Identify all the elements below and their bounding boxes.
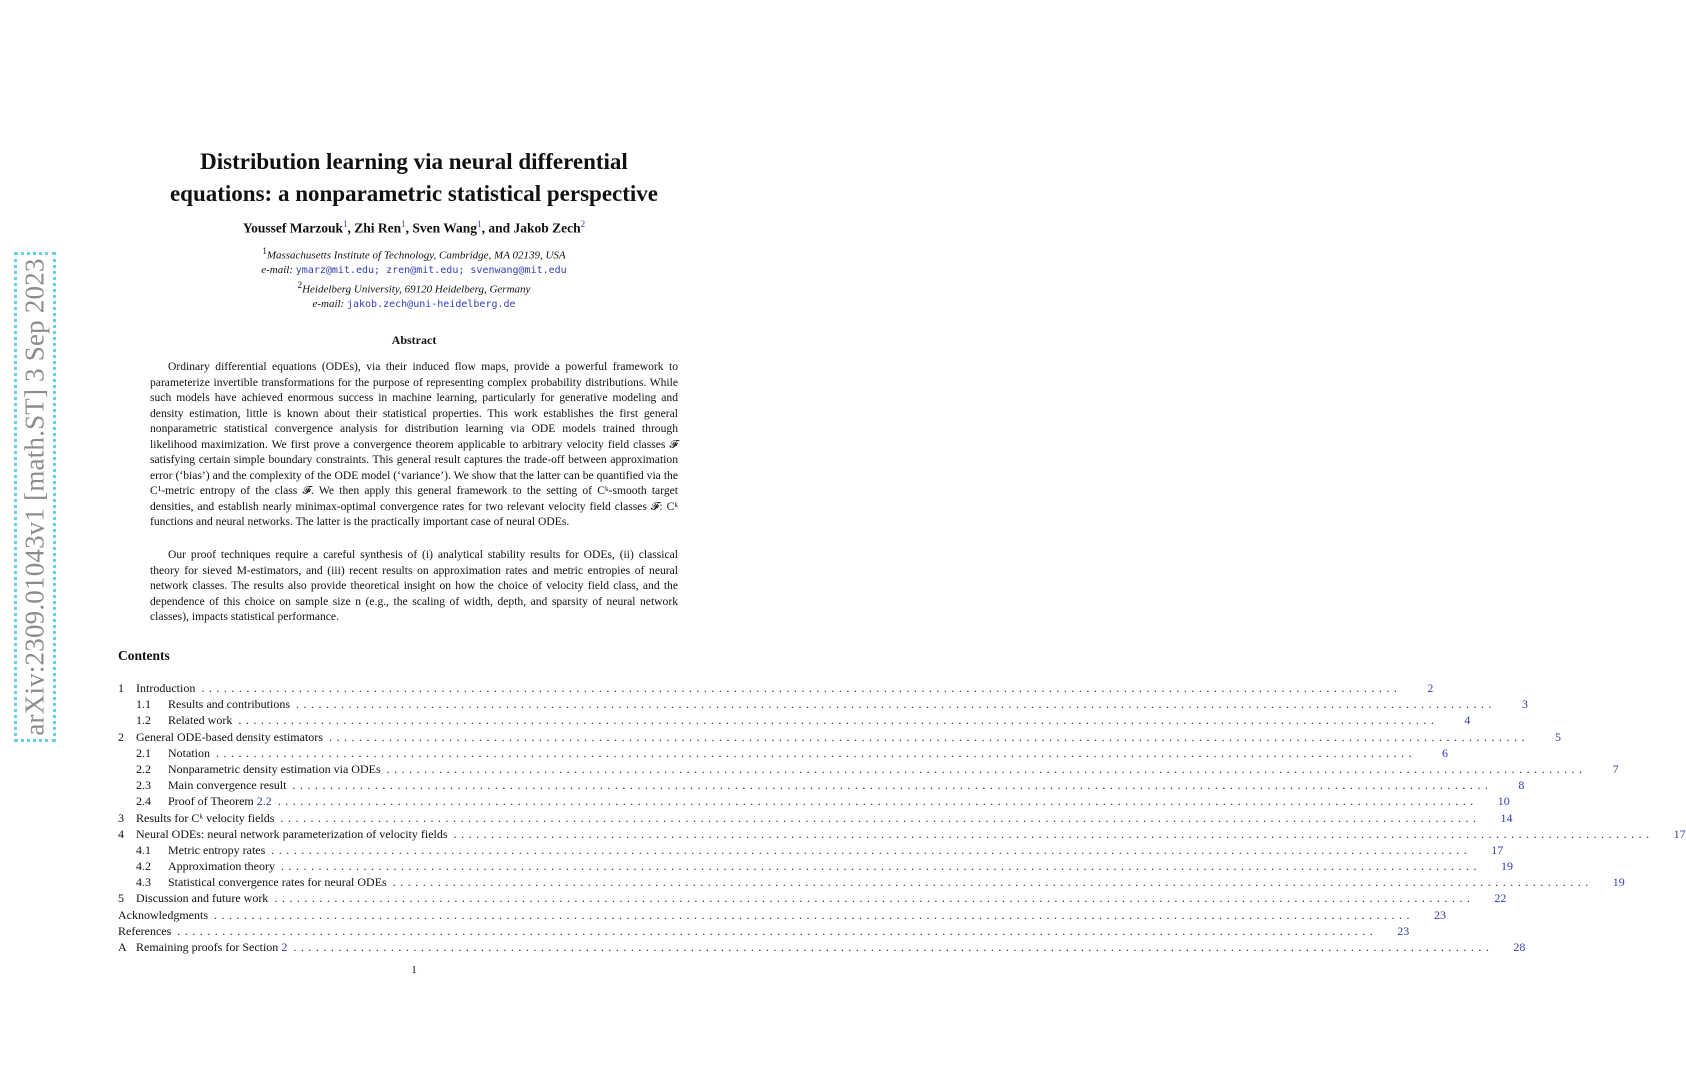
toc-entry[interactable]: [118, 826, 1686, 843]
toc-section-title[interactable]: [136, 811, 274, 826]
toc-page-link[interactable]: 19: [1612, 875, 1625, 890]
email-links[interactable]: ymarz@mit.edu; zren@mit.edu; svenwang@mit.edu: [295, 264, 567, 276]
toc-page-link[interactable]: 17: [1673, 826, 1686, 841]
author-affiliation-link[interactable]: 2: [580, 219, 586, 229]
toc-title-text: Metric entropy rates: [168, 842, 266, 857]
email-links[interactable]: jakob.zech@uni-heidelberg.de: [346, 298, 516, 310]
toc-page-link[interactable]: 8: [1518, 778, 1525, 793]
toc-title-text: Introduction: [136, 681, 196, 695]
toc-entry[interactable]: [118, 697, 1528, 713]
toc-section-number: 2.3: [136, 778, 151, 793]
toc-title-text: Related work: [168, 713, 233, 728]
affiliation-institution: Heidelberg University, 69120 Heidelberg, Germany: [302, 283, 531, 296]
toc-dot-leader: ................................................................................................................................................................: [216, 745, 1416, 760]
toc-section-number: 2.2: [136, 761, 151, 776]
toc-title-text: Results and contributions: [168, 697, 290, 712]
toc-title-text: Neural ODEs: neural network parameterization of velocity fields: [136, 826, 448, 841]
author-name: Youssef Marzouk: [242, 220, 344, 236]
toc-title-text: Remaining proofs for Section: [136, 940, 282, 954]
toc-section-number: 4: [118, 826, 124, 841]
paper-title: [100, 146, 728, 210]
toc-dot-leader: ................................................................................................................................................................: [293, 940, 1494, 954]
toc-dot-leader: ................................................................................................................................................................: [177, 923, 1378, 938]
toc-section-title[interactable]: [118, 908, 208, 923]
toc-entry[interactable]: [118, 794, 1510, 810]
toc-section-number: 4.2: [136, 859, 151, 874]
author-affiliation-link[interactable]: 1: [401, 219, 406, 229]
toc-title-text: Notation: [168, 745, 210, 760]
arxiv-identifier: arXiv:2309.01043v1 [math.ST] 3 Sep 2023: [19, 258, 50, 736]
toc-dot-leader: ................................................................................................................................................................: [238, 713, 1439, 728]
toc-title-text: References: [118, 923, 172, 938]
toc-section-title[interactable]: [168, 843, 265, 858]
abstract-paragraph-2: Our proof techniques require a careful synthesis of (i) analytical stability results for ODEs, (ii) classical theory for sieved M-estimators, and (iii) recent results on approximation rates and metric entropies of neural network classes. The results also provide theoretical insight on how the choice of velocity field class, and the dependence of this choice on sample size n (e.g., the scaling of width, depth, and sparsity of neural network classes), impacts statistical performance.: [150, 548, 678, 623]
toc-dot-leader: ................................................................................................................................................................: [392, 875, 1593, 890]
toc-entry[interactable]: [118, 875, 1625, 891]
toc-page-link[interactable]: 19: [1500, 859, 1513, 874]
toc-page-link[interactable]: 6: [1442, 745, 1448, 760]
toc-entry[interactable]: [118, 761, 1619, 778]
toc-entry[interactable]: [118, 713, 1471, 729]
affiliation-1: [100, 244, 728, 278]
toc-section-title[interactable]: [168, 778, 286, 793]
toc-page-link[interactable]: 7: [1612, 761, 1619, 776]
toc-page-link[interactable]: 14: [1500, 810, 1513, 825]
toc-section-title[interactable]: [136, 827, 448, 842]
affiliation-institution: Massachusetts Institute of Technology, Cambridge, MA 02139, USA: [266, 249, 566, 262]
toc-section-title[interactable]: [168, 762, 381, 777]
toc-title-text: Acknowledgments: [118, 907, 208, 922]
toc-section-title[interactable]: [168, 697, 290, 712]
toc-section-title[interactable]: [136, 940, 287, 955]
toc-entry[interactable]: [118, 745, 1448, 762]
toc-entry[interactable]: [118, 940, 1526, 956]
toc-entry[interactable]: [118, 907, 1446, 924]
author-separator: ,: [347, 220, 355, 236]
toc-entry[interactable]: [118, 891, 1507, 907]
toc-section-number: 1.1: [136, 697, 151, 712]
toc-cross-reference-link[interactable]: 2.2: [256, 794, 272, 809]
toc-page-link[interactable]: 28: [1513, 940, 1526, 954]
toc-section-title[interactable]: [168, 875, 387, 890]
title-line-2: equations: a nonparametric statistical perspective: [169, 181, 659, 206]
toc-dot-leader: ................................................................................................................................................................: [296, 697, 1496, 712]
toc-title-text: Statistical convergence rates for neural ODEs: [168, 875, 387, 890]
toc-section-title[interactable]: [118, 924, 171, 939]
toc-page-link[interactable]: 4: [1464, 713, 1471, 728]
toc-dot-leader: ................................................................................................................................................................: [386, 761, 1587, 776]
table-of-contents: [118, 681, 1686, 956]
arxiv-stamp: [14, 252, 56, 742]
toc-page-link[interactable]: 10: [1497, 794, 1510, 809]
toc-dot-leader: ................................................................................................................................................................: [271, 842, 1472, 857]
toc-dot-leader: ................................................................................................................................................................: [328, 729, 1529, 744]
toc-page-link[interactable]: 3: [1522, 697, 1528, 712]
toc-dot-leader: ................................................................................................................................................................: [280, 810, 1481, 825]
author-affiliation-link[interactable]: 1: [343, 219, 348, 229]
toc-entry[interactable]: [118, 778, 1525, 794]
toc-page-link[interactable]: 23: [1433, 907, 1446, 922]
toc-title-text: Nonparametric density estimation via ODEs: [168, 761, 381, 776]
toc-entry[interactable]: [118, 810, 1513, 827]
toc-dot-leader: ................................................................................................................................................................: [274, 891, 1475, 906]
toc-section-title[interactable]: [168, 859, 275, 874]
toc-entry[interactable]: [118, 681, 1434, 697]
toc-title-text: Results for Cᵏ velocity fields: [136, 810, 275, 825]
author-list: [100, 219, 728, 237]
toc-cross-reference-link[interactable]: 2: [281, 940, 288, 954]
toc-page-link[interactable]: 22: [1494, 891, 1507, 906]
toc-dot-leader: ................................................................................................................................................................: [213, 907, 1414, 922]
toc-section-number: 1.2: [136, 713, 151, 728]
toc-section-title[interactable]: [136, 681, 195, 696]
email-label: e-mail:: [312, 297, 345, 310]
email-label: e-mail:: [261, 263, 294, 276]
toc-title-text: Main convergence result: [168, 778, 287, 793]
toc-dot-leader: ................................................................................................................................................................: [453, 826, 1654, 841]
toc-section-number: 3: [118, 810, 124, 825]
author-name: Sven Wang: [412, 220, 478, 236]
affiliation-mark: 1: [262, 246, 267, 256]
toc-page-link[interactable]: 23: [1397, 923, 1410, 938]
title-line-1: Distribution learning via neural differential: [200, 149, 628, 174]
toc-section-title[interactable]: [136, 891, 268, 906]
toc-section-number: 2.1: [136, 745, 151, 760]
toc-section-number: 4.3: [136, 875, 151, 890]
author-affiliation-link[interactable]: 1: [477, 219, 482, 229]
toc-entry[interactable]: [118, 923, 1410, 940]
toc-title-text: Approximation theory: [168, 859, 275, 874]
affiliation-mark: 2: [297, 280, 303, 290]
author-name: Zhi Ren: [354, 220, 402, 236]
author-separator: ,: [405, 220, 413, 236]
affiliation-2: [100, 278, 728, 312]
toc-dot-leader: ................................................................................................................................................................: [201, 681, 1402, 695]
toc-section-number: 5: [118, 891, 124, 906]
toc-section-number: 2.4: [136, 794, 151, 809]
toc-section-number: 4.1: [136, 842, 151, 857]
toc-section-title[interactable]: [136, 730, 323, 745]
toc-title-text: Proof of Theorem: [168, 794, 257, 809]
toc-entry[interactable]: [118, 842, 1504, 859]
toc-dot-leader: ................................................................................................................................................................: [277, 794, 1478, 809]
toc-section-title[interactable]: [168, 746, 210, 761]
toc-title-text: General ODE-based density estimators: [136, 729, 323, 744]
abstract-paragraph-1: Ordinary differential equations (ODEs), via their induced flow maps, provide a powerful framework to parameterize invertible transformations for the purpose of representing complex probability distributions. While such models have achieved enormous success in machine learning, particularly for generative modeling and density estimation, little is known about their statistical properties. This work establishes the first general nonparametric statistical convergence analysis for distribution learning via ODE models trained through likelihood maximization. We first prove a convergence theorem applicable to arbitrary velocity field classes 𝓕 satisfying certain simple boundary constraints. This general result captures the trade-off between approximation error (‘bias’) and the complexity of the ODE model (‘variance’). We show that the latter can be quantified via the C¹-metric entropy of the class 𝓕. We then apply this general framework to the setting of Cᵏ-smooth target densities, and establish nearly minimax-optimal convergence rates for two relevant velocity field classes 𝓕: Cᵏ functions and neural networks. The latter is the practically important case of neural ODEs.: [150, 360, 678, 528]
abstract-heading: Abstract: [391, 333, 437, 347]
author-separator: , and: [481, 220, 514, 236]
toc-section-number: A: [118, 940, 127, 954]
author-name: Jakob Zech: [513, 220, 581, 236]
toc-dot-leader: ................................................................................................................................................................: [292, 778, 1493, 793]
toc-section-number: 2: [118, 729, 124, 744]
toc-section-number: 1: [118, 681, 124, 695]
toc-page-link[interactable]: 5: [1554, 729, 1561, 744]
toc-entry[interactable]: [118, 859, 1513, 875]
toc-section-title[interactable]: [168, 713, 232, 728]
toc-entry[interactable]: [118, 729, 1561, 746]
contents-heading: Contents: [118, 648, 170, 663]
page-number: 1: [411, 964, 417, 976]
toc-section-title[interactable]: [168, 794, 272, 809]
toc-page-link[interactable]: 17: [1491, 842, 1504, 857]
toc-dot-leader: ................................................................................................................................................................: [280, 859, 1481, 874]
toc-page-link[interactable]: 2: [1427, 681, 1434, 695]
toc-title-text: Discussion and future work: [136, 891, 269, 906]
